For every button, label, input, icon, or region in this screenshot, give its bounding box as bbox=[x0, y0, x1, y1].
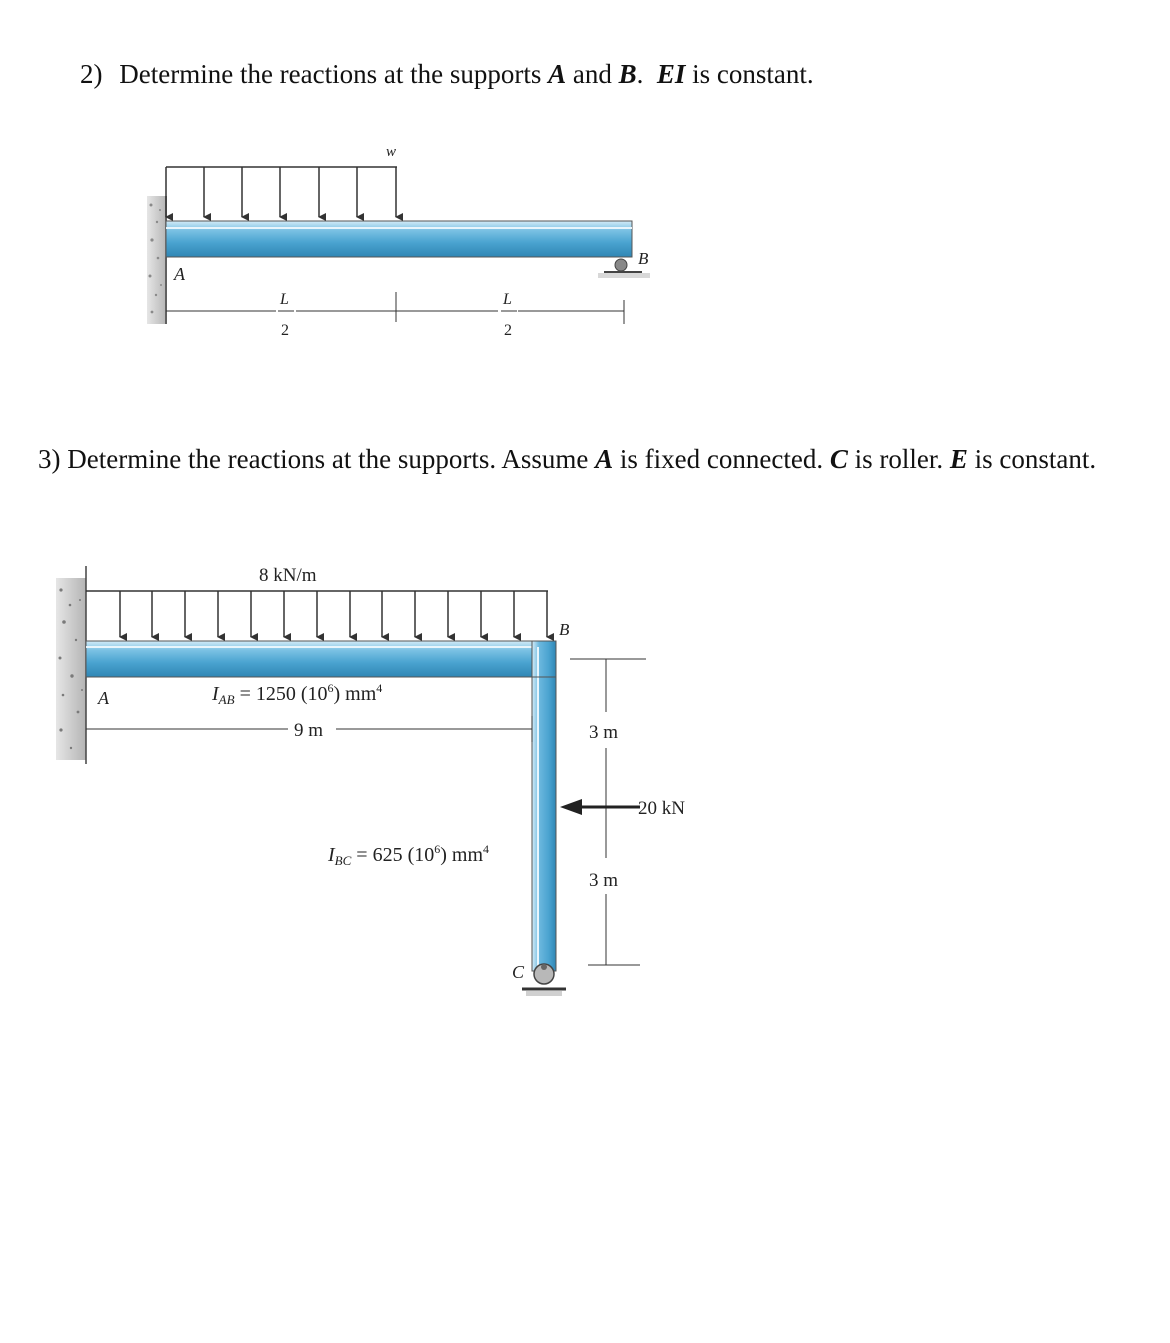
i-ab-subscript: AB bbox=[218, 692, 235, 707]
i-bc-value: = 625 (10 bbox=[351, 844, 435, 866]
problem-2-label-b: B bbox=[618, 59, 637, 89]
figure-problem-2 bbox=[147, 144, 650, 339]
label-a-fig2: A bbox=[98, 688, 109, 708]
i-bc-subscript: BC bbox=[334, 853, 352, 868]
load-arrows-8kn bbox=[120, 591, 547, 637]
problem-3-text-roller: is roller. bbox=[854, 444, 944, 474]
roller-support-c bbox=[522, 964, 566, 996]
i-ab-unit: ) mm bbox=[333, 683, 377, 705]
beam-ab bbox=[166, 221, 632, 257]
problem-3-text: Determine the reactions at the supports. Assume bbox=[67, 444, 589, 474]
problem-2-label-ei: EI bbox=[656, 59, 686, 89]
i-ab-exponent: 6 bbox=[327, 681, 334, 695]
dim-left-denominator: 2 bbox=[281, 322, 289, 339]
problem-3-label-e: E bbox=[949, 444, 968, 474]
i-ab-unit-exponent: 4 bbox=[376, 681, 383, 695]
figure-problem-3 bbox=[56, 565, 685, 996]
dim-upper-3m: 3 m bbox=[589, 722, 619, 743]
problem-2-period: . bbox=[636, 59, 644, 89]
dimension-line-fig1 bbox=[166, 292, 624, 324]
point-load-arrow bbox=[560, 799, 640, 815]
i-bc-unit: ) mm bbox=[440, 844, 484, 866]
problem-3-label-a: A bbox=[595, 444, 614, 474]
problem-2-text: Determine the reactions at the supports bbox=[119, 59, 542, 89]
label-b-fig2: B bbox=[559, 620, 570, 639]
fixed-wall-a bbox=[147, 196, 167, 324]
problem-2-number: 2) bbox=[80, 59, 103, 89]
problem-3-number: 3) bbox=[38, 444, 61, 474]
i-ab-symbol: I bbox=[212, 683, 219, 705]
dim-left-numerator: L bbox=[280, 291, 289, 308]
i-bc-label bbox=[327, 842, 489, 868]
span-ab-label: 9 m bbox=[294, 720, 324, 741]
dim-right-numerator: L bbox=[503, 291, 512, 308]
i-bc-unit-exponent: 4 bbox=[483, 842, 490, 856]
label-b-fig1: B bbox=[638, 249, 649, 268]
i-bc-symbol: I bbox=[328, 844, 335, 866]
label-a-fig1: A bbox=[174, 264, 185, 284]
dim-right-fraction bbox=[501, 291, 517, 339]
column-bc bbox=[532, 641, 556, 971]
problem-2-text-and: and bbox=[572, 59, 612, 89]
problem-2-text-end: is constant. bbox=[692, 59, 814, 89]
dim-left-fraction bbox=[278, 291, 294, 339]
i-bc-exponent: 6 bbox=[434, 842, 441, 856]
load-arrows-w bbox=[166, 167, 396, 217]
load-label-w: w bbox=[386, 144, 397, 160]
load-label-8kn: 8 kN/m bbox=[259, 565, 317, 586]
dim-lower-3m: 3 m bbox=[589, 870, 619, 891]
point-load-label: 20 kN bbox=[638, 798, 685, 819]
dim-right-denominator: 2 bbox=[504, 322, 512, 339]
problem-3-text-end: is constant. bbox=[974, 444, 1097, 474]
i-ab-label bbox=[211, 681, 382, 707]
label-c-fig2: C bbox=[512, 962, 525, 982]
problem-2-label-a: A bbox=[548, 59, 567, 89]
i-ab-value: = 1250 (10 bbox=[234, 683, 328, 705]
problem-3-text-fixed: is fixed connected. bbox=[619, 444, 824, 474]
problem-3-label-c: C bbox=[829, 444, 848, 474]
